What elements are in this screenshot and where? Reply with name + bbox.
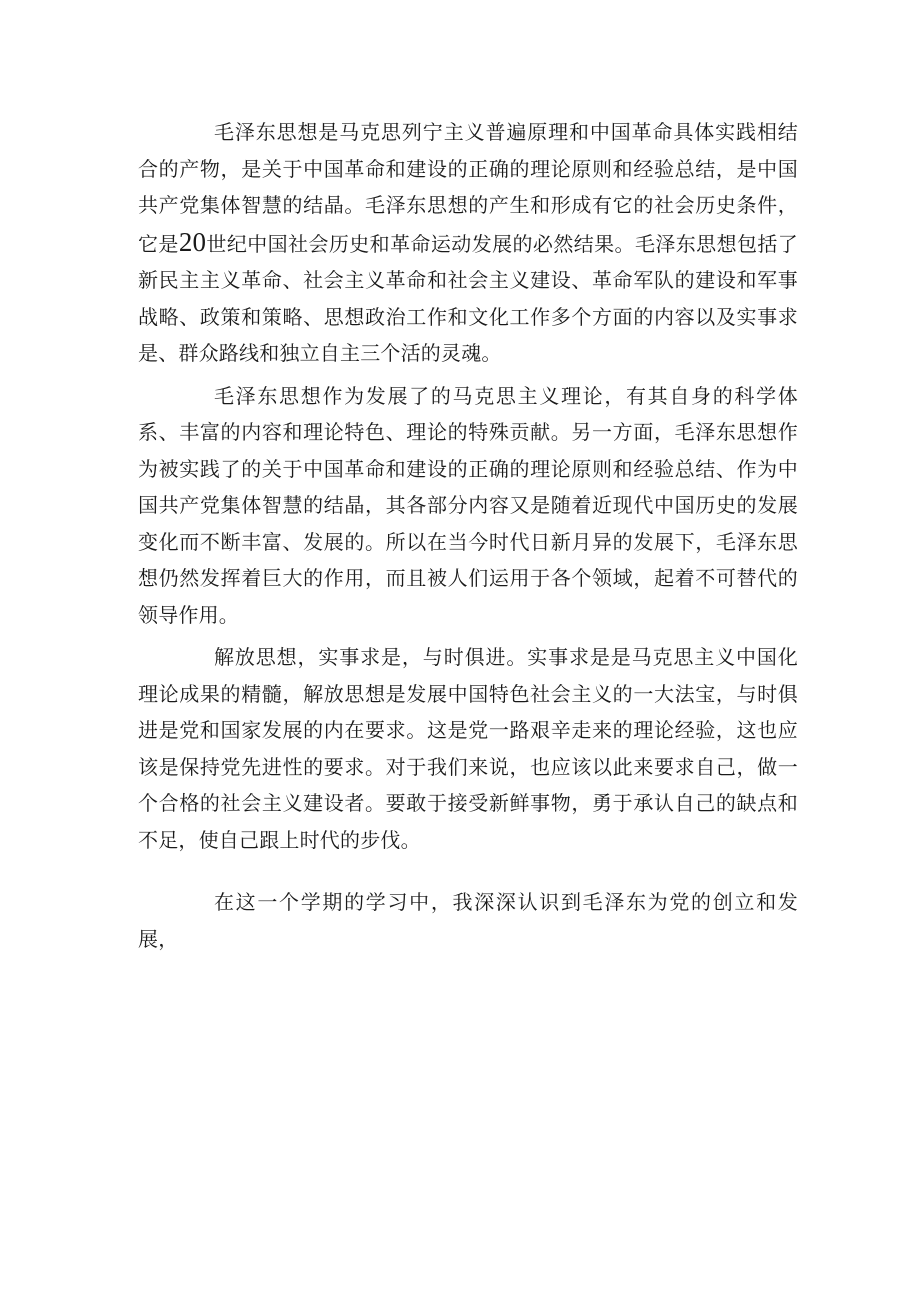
paragraph-1-part-1: 毛泽东思想是马克思列宁主义普遍原理和中国革命具体实践相结合的产物，是关于中国革命和建设的正确的理论原则和经验总结，是中国共产党集体智慧的结晶。毛泽东思想的产生和形成有它的社会历史条件，它是: [138, 120, 798, 256]
paragraph-1-century-number: 20: [178, 226, 207, 257]
document-body: [138, 114, 798, 963]
paragraph-3: 解放思想，实事求是，与时俱进。实事求是是马克思主义中国化理论成果的精髓，解放思想是发展中国特色社会主义的一大法宝，与时俱进是党和国家发展的内在要求。这是党一路艰辛走来的理论经验，这也应该是保持党先进性的要求。对于我们来说，也应该以此来要求自己，做一个合格的社会主义建设者。要敢于接受新鲜事物，勇于承认自己的缺点和不足，使自己跟上时代的步伐。: [138, 645, 798, 852]
paragraph-1: [138, 114, 798, 372]
paragraph-2: 毛泽东思想作为发展了的马克思主义理论，有其自身的科学体系、丰富的内容和理论特色、理论的特殊贡献。另一方面，毛泽东思想作为被实践了的关于中国革命和建设的正确的理论原则和经验总结、作为中国共产党集体智慧的结晶，其各部分内容又是随着近现代中国历史的发展变化而不断丰富、发展的。所以在当今时代日新月异的发展下，毛泽东思想仍然发挥着巨大的作用，而且被人们运用于各个领域，起着不可替代的领导作用。: [138, 383, 798, 627]
paragraph-4: 在这一个学期的学习中，我深深认识到毛泽东为党的创立和发展，: [138, 890, 798, 951]
paragraph-1-part-2: 世纪中国社会历史和革命运动发展的必然结果。毛泽东思想包括了新民主主义革命、社会主义革命和社会主义建设、革命军队的建设和军事战略、政策和策略、思想政治工作和文化工作多个方面的内容以及实事求是、群众路线和独立自主三个活的灵魂。: [138, 231, 798, 365]
